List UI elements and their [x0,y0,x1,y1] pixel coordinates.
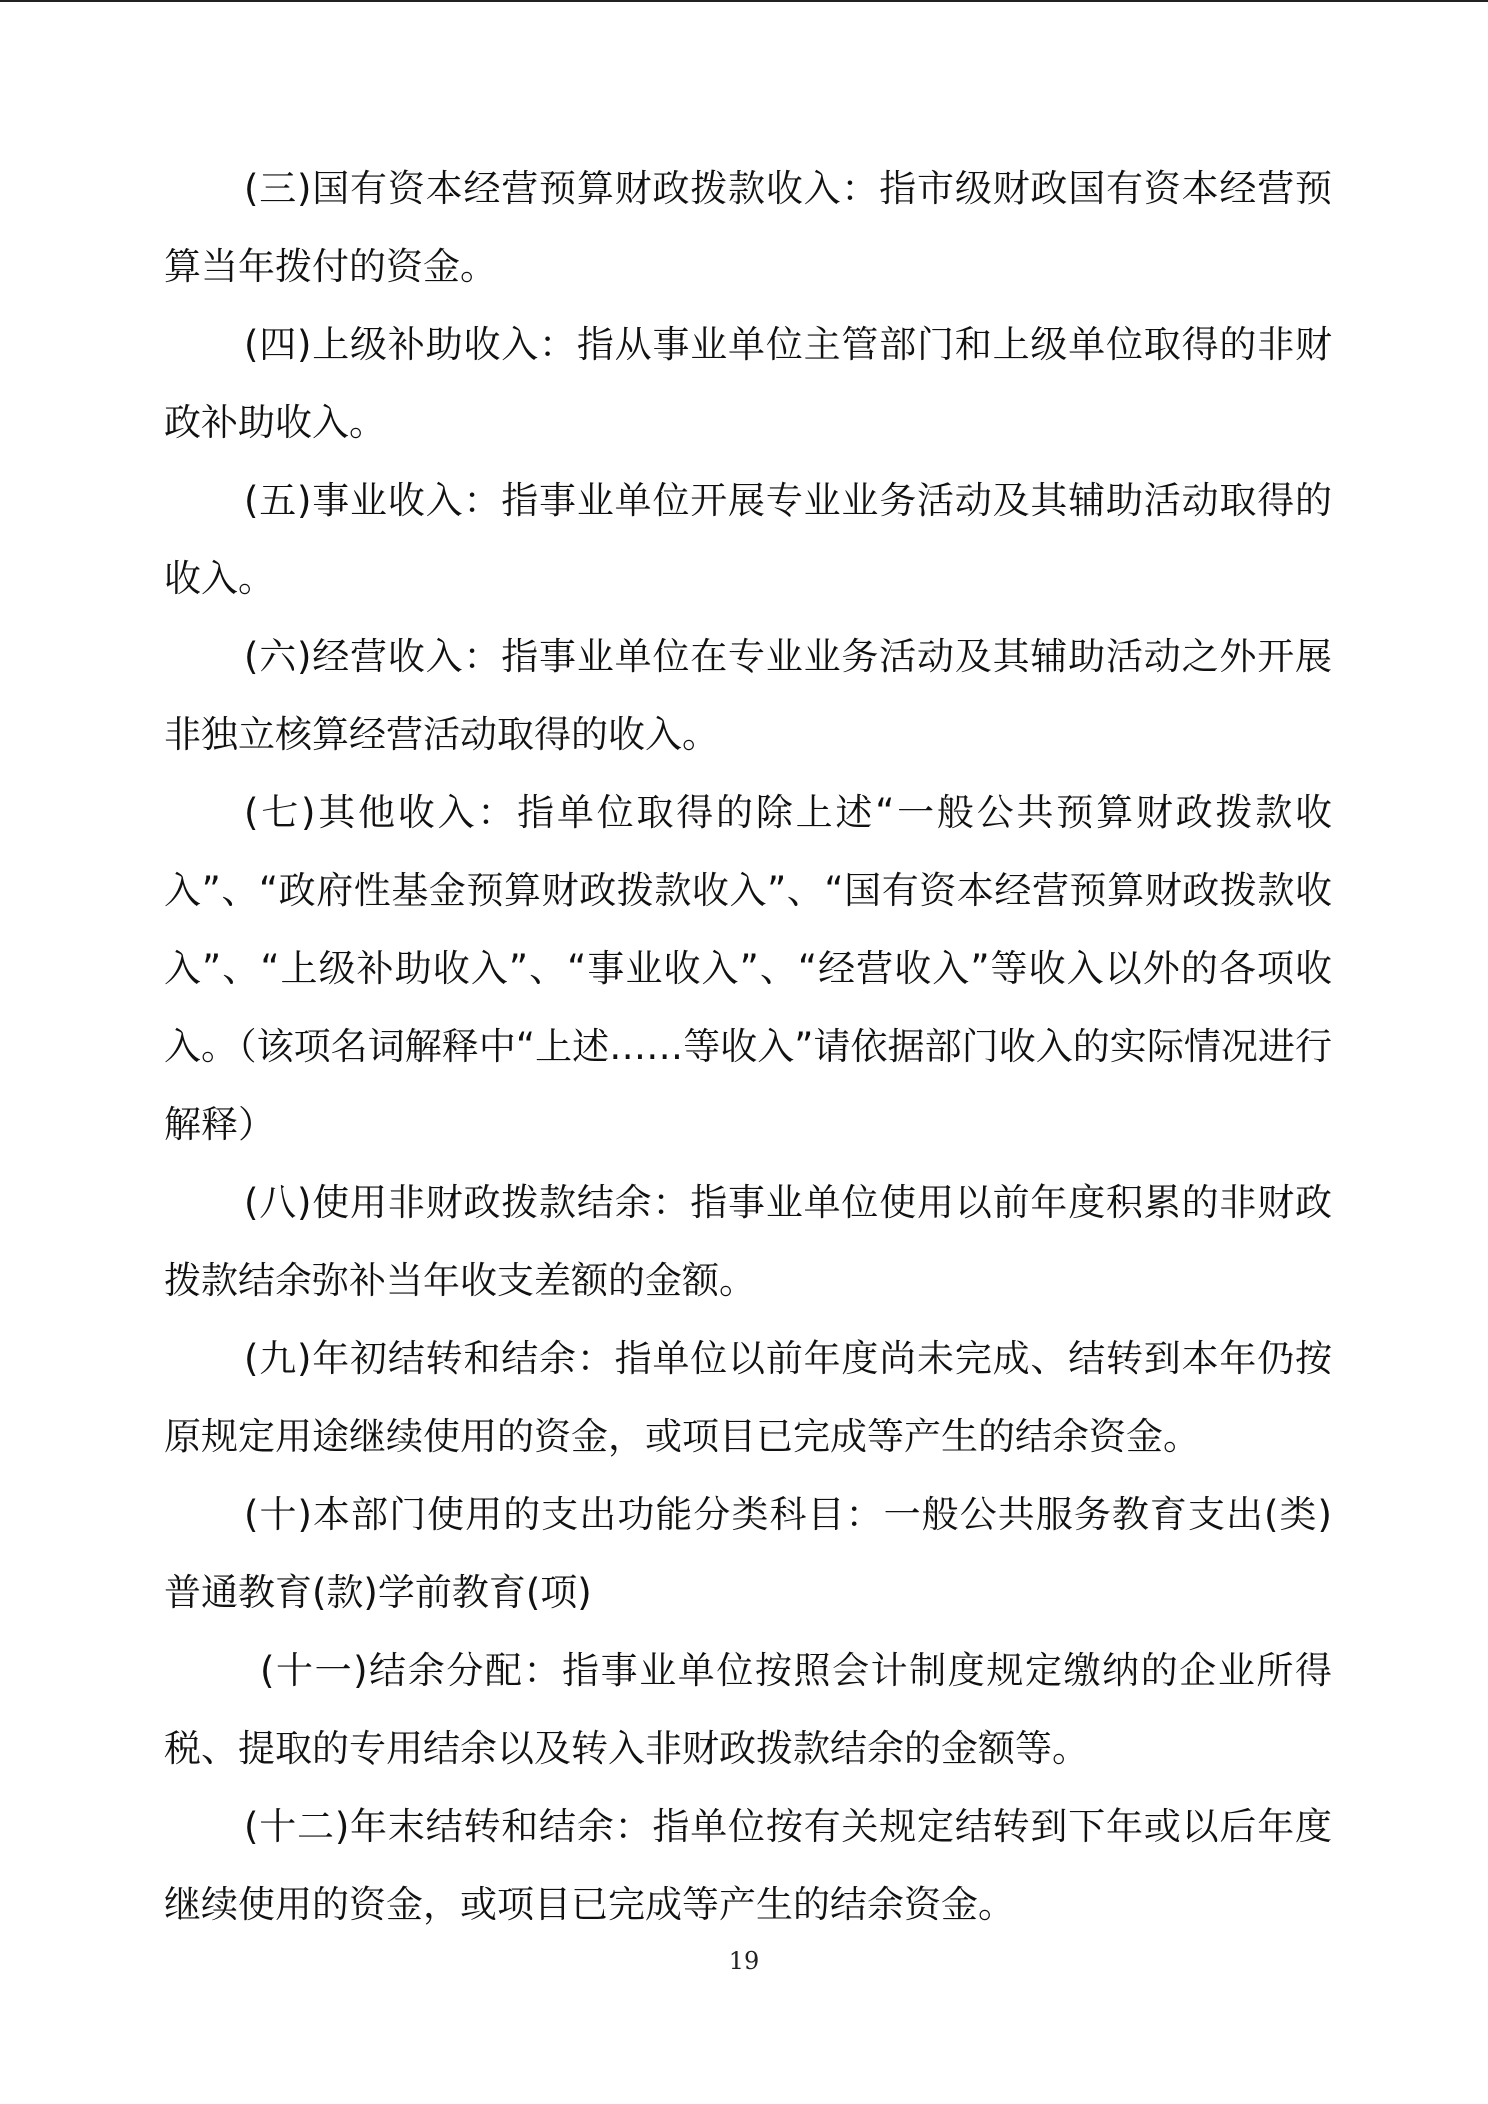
paragraph-non-fiscal-balance-use: (八)使用非财政拨款结余：指事业单位使用以前年度积累的非财政拨款结余弥补当年收支差额的金额。 [164,1181,1332,1302]
document-body [164,150,1332,1944]
paragraph-superior-subsidy-income: (四)上级补助收入：指从事业单位主管部门和上级单位取得的非财政补助收入。 [164,323,1332,444]
top-border-line [0,0,1488,2]
paragraph-balance-distribution: (十一)结余分配：指事业单位按照会计制度规定缴纳的企业所得税、提取的专用结余以及转入非财政拨款结余的金额等。 [164,1649,1332,1770]
paragraph-operating-income: (六)经营收入：指事业单位在专业业务活动及其辅助活动之外开展非独立核算经营活动取得的收入。 [164,635,1332,756]
paragraph-other-income: (七)其他收入：指单位取得的除上述“一般公共预算财政拨款收入”、“政府性基金预算财政拨款收入”、“国有资本经营预算财政拨款收入”、“上级补助收入”、“事业收入”、“经营收入”等收入以外的各项收入。（该项名词解释中“上述……等收入”请依据部门收入的实际情况进行解释） [164,791,1332,1146]
paragraph-state-capital-income: (三)国有资本经营预算财政拨款收入：指市级财政国有资本经营预算当年拨付的资金。 [164,167,1332,288]
page-number: 19 [728,1947,760,1975]
paragraph-expenditure-classification: (十)本部门使用的支出功能分类科目：一般公共服务教育支出(类)普通教育(款)学前教育(项) [164,1493,1332,1614]
paragraph-year-end-carryover: (十二)年末结转和结余：指单位按有关规定结转到下年或以后年度继续使用的资金，或项目已完成等产生的结余资金。 [164,1805,1332,1926]
paragraph-business-income: (五)事业收入：指事业单位开展专业业务活动及其辅助活动取得的收入。 [164,479,1332,600]
paragraph-beginning-carryover: (九)年初结转和结余：指单位以前年度尚未完成、结转到本年仍按原规定用途继续使用的资金，或项目已完成等产生的结余资金。 [164,1337,1332,1458]
